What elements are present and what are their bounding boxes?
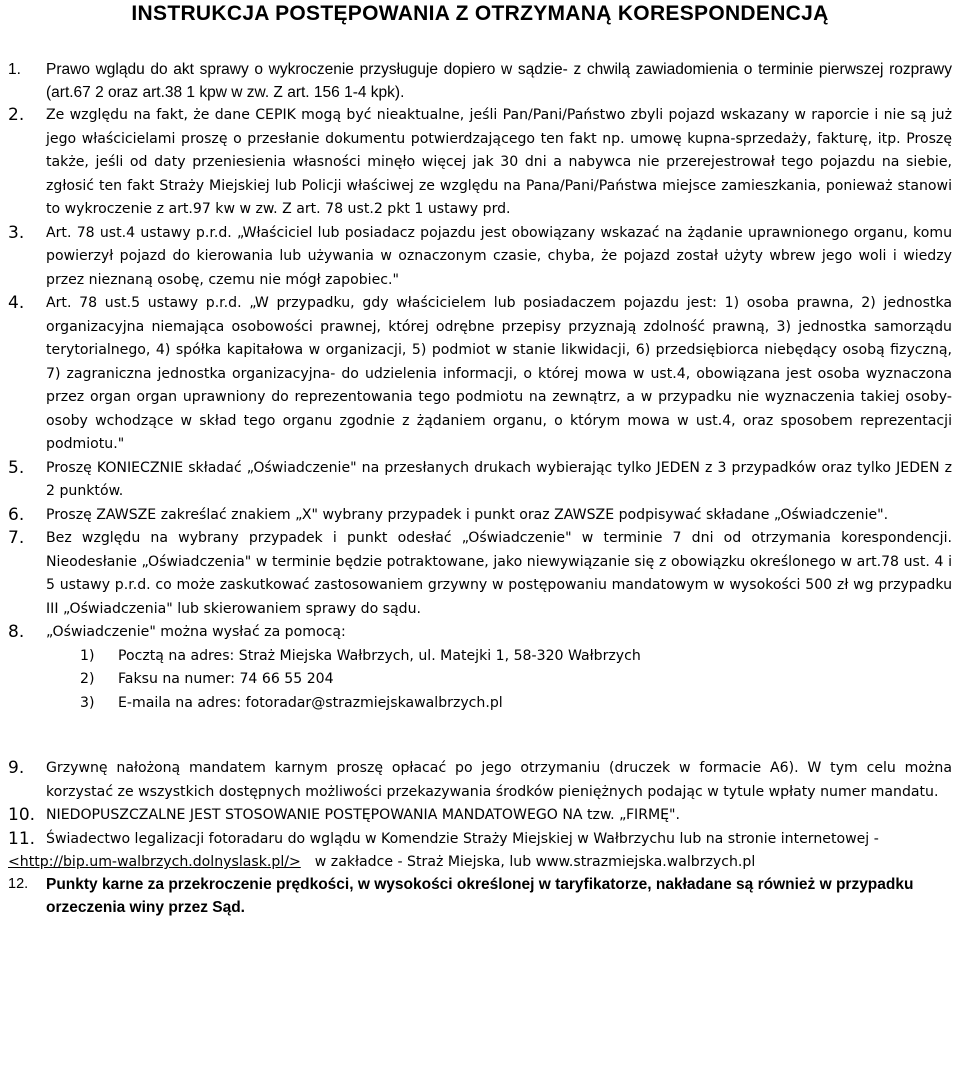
list-item-5 <box>8 457 952 504</box>
item-text: Art. 78 ust.5 ustawy p.r.d. „W przypadku, gdy właścicielem lub posiadaczem pojazdu jest: 1) osoba prawna, 2) jednostka organizacyjna niemająca osobowości prawnej, której odrębne przepisy przyznają zdolność prawną, 3) jednostka samorządu terytorialnego, 4) spółka kapitałowa w organizacji, 5) podmiot w stanie likwidacji, 6) przedsiębiorca niebędący osobą fizyczną, 7) zagraniczna jednostka organizacyjna- do udzielenia informacji, o której mowa w ust.4, obowiązana jest osoba wyznaczona przez organ organ uprawniony do reprezentowania tego podmiotu na zewnątrz, a w przypadku nie wyznaczenia takiej osoby- osoby wchodzące w skład tego organu zgodnie z żądaniem organu, o którym mowa w ust.4, oraz sposobem reprezentacji podmiotu." <box>46 295 952 452</box>
sub-item-number: 3) <box>80 694 95 711</box>
sub-item-post <box>80 645 952 669</box>
item-text: Punkty karne za przekroczenie prędkości, w wysokości określonej w taryfikatorze, nakładane są również w przypadku orzeczenia winy przez Sąd. <box>46 876 914 916</box>
item-number: 9. <box>8 758 25 778</box>
list-item-7 <box>8 527 952 621</box>
item-text: „Oświadczenie" można wysłać za pomocą: <box>46 624 346 640</box>
list-item-4 <box>8 292 952 457</box>
sub-item-fax <box>80 668 952 692</box>
sub-item-text: Pocztą na adres: Straż Miejska Wałbrzych, ul. Matejki 1, 58-320 Wałbrzych <box>118 647 641 664</box>
bip-link[interactable]: <http://bip.um-walbrzych.dolnyslask.pl/> <box>8 854 301 870</box>
item-text: Bez względu na wybrany przypadek i punkt odesłać „Oświadczenie" w terminie 7 dni od otrzymania korespondencji. Nieodesłanie „Oświadczenia" w terminie będzie potraktowane, jako niewywiązanie się z obowiązku określonego w art.78 ust. 4 i 5 ustawy p.r.d. co może zaskutkować zastosowaniem grzywny w postępowaniu mandatowym w wysokości 500 zł wg przypadku III „Oświadczenia" lub skierowaniem sprawy do sądu. <box>46 530 952 617</box>
item-number: 2. <box>8 105 25 125</box>
sub-item-email <box>80 692 952 716</box>
item-number: 11. <box>8 828 36 849</box>
item-number: 10. <box>8 805 36 825</box>
item-number: 3. <box>8 222 25 243</box>
item-text: Świadectwo legalizacji fotoradaru do wglądu w Komendzie Straży Miejskiej w Wałbrzychu lub na stronie internetowej - <box>46 830 879 847</box>
list-item-6 <box>8 504 952 528</box>
item-number: 5. <box>8 457 25 478</box>
link-row <box>8 851 952 873</box>
list-item-3 <box>8 222 952 293</box>
item-number: 4. <box>8 293 25 313</box>
sub-item-text: Faksu na numer: 74 66 55 204 <box>118 671 334 687</box>
sub-item-number: 1) <box>80 647 95 664</box>
list-item-2 <box>8 104 952 222</box>
item-number: 7. <box>8 528 25 548</box>
item-number: 6. <box>8 504 25 525</box>
list-item-10 <box>8 804 952 828</box>
sub-item-text: E-maila na adres: fotoradar@strazmiejskawalbrzych.pl <box>118 694 503 711</box>
spacer <box>8 715 952 757</box>
item-number: 12. <box>8 876 29 892</box>
list-item-9 <box>8 757 952 804</box>
document-title: INSTRUKCJA POSTĘPOWANIA Z OTRZYMANĄ KORESPONDENCJĄ <box>131 2 829 25</box>
item-text: Prawo wglądu do akt sprawy o wykroczenie przysługuje dopiero w sądzie- z chwilą zawiadomienia o terminie pierwszej rozprawy (art.67 2 oraz art.38 1 kpw w zw. Z art. 156 1-4 kpk). <box>46 61 952 101</box>
sub-item-number: 2) <box>80 671 95 687</box>
item-text: Grzywnę nałożoną mandatem karnym proszę opłacać po jego otrzymaniu (druczek w formacie A6). W tym celu można korzystać ze wszystkich dostępnych możliwości przekazywania środków pieniężnych podając w tytule wpłaty numer mandatu. <box>46 760 952 800</box>
item-text: Art. 78 ust.4 ustawy p.r.d. „Właściciel lub posiadacz pojazdu jest obowiązany wskazać na żądanie uprawnionego organu, komu powierzył pojazd do kierowania lub używania w oznaczonym czasie, chyba, że pojazd został użyty wbrew jego woli i wiedzy przez nieznaną osobę, czemu nie mógł zapobiec." <box>46 224 952 288</box>
item-text: Proszę KONIECZNIE składać „Oświadczenie" na przesłanych drukach wybierając tylko JEDEN z 3 przypadków oraz tylko JEDEN z 2 punktów. <box>46 459 952 499</box>
list-item-8 <box>8 621 952 645</box>
item-text: Ze względu na fakt, że dane CEPIK mogą być nieaktualne, jeśli Pan/Pani/Państwo zbyli pojazd wskazany w raporcie i nie są już jego właścicielami proszę o przesłanie dokumentu potwierdzającego ten fakt np. umowę kupna-sprzedaży, fakturę, itp. Proszę także, jeśli od daty przeniesienia własności minęło więcej jak 30 dni a nabywca nie przerejestrował tego pojazdu na siebie, zgłosić ten fakt Straży Miejskiej lub Policji właściwej ze względu na Pana/Pani/Państwa miejsce zamieszkania, ponieważ stanowi to wykroczenie z art.97 kw w zw. Z art. 78 ust.2 pkt 1 ustawy prd. <box>46 107 952 217</box>
link-description: w zakładce - Straż Miejska, lub www.strazmiejska.walbrzych.pl <box>314 854 756 870</box>
list-item-12 <box>8 873 952 919</box>
item-number: 1. <box>8 61 21 78</box>
item-number: 8. <box>8 622 25 642</box>
list-item-11 <box>8 828 952 852</box>
item-text: NIEDOPUSZCZALNE JEST STOSOWANIE POSTĘPOWANIA MANDATOWEGO NA tzw. „FIRMĘ". <box>46 807 681 823</box>
item-text: Proszę ZAWSZE zakreślać znakiem „X" wybrany przypadek i punkt oraz ZAWSZE podpisywać składane „Oświadczenie". <box>46 506 889 523</box>
list-item-1 <box>8 58 952 104</box>
